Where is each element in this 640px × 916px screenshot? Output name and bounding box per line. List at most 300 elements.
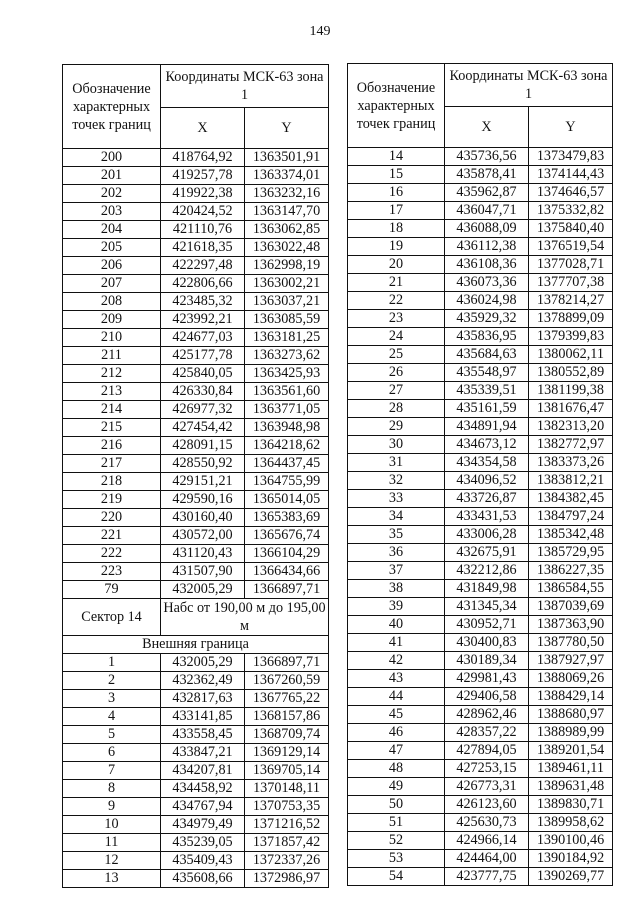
table-row bbox=[63, 834, 329, 852]
y-coordinate: 1389461,11 bbox=[529, 760, 613, 778]
table-row bbox=[348, 310, 613, 328]
sector-block bbox=[63, 599, 329, 654]
table-row bbox=[348, 256, 613, 274]
y-coordinate: 1365676,74 bbox=[245, 527, 329, 545]
y-coordinate: 1388989,99 bbox=[529, 724, 613, 742]
header-coordinates-title: Координаты МСК-63 зона 1 bbox=[161, 65, 329, 108]
y-coordinate: 1390269,77 bbox=[529, 868, 613, 886]
point-number: 1 bbox=[63, 654, 161, 672]
y-coordinate: 1383812,21 bbox=[529, 472, 613, 490]
table-row bbox=[63, 708, 329, 726]
table-row bbox=[348, 616, 613, 634]
table-row bbox=[63, 329, 329, 347]
y-coordinate: 1385729,95 bbox=[529, 544, 613, 562]
x-coordinate: 434673,12 bbox=[445, 436, 529, 454]
y-coordinate: 1369129,14 bbox=[245, 744, 329, 762]
point-number: 79 bbox=[63, 581, 161, 599]
table-row bbox=[348, 292, 613, 310]
x-coordinate: 432675,91 bbox=[445, 544, 529, 562]
x-coordinate: 426330,84 bbox=[161, 383, 245, 401]
x-coordinate: 435736,56 bbox=[445, 148, 529, 166]
y-coordinate: 1366434,66 bbox=[245, 563, 329, 581]
y-coordinate: 1363425,93 bbox=[245, 365, 329, 383]
table-row bbox=[348, 706, 613, 724]
table-row bbox=[63, 798, 329, 816]
point-number: 25 bbox=[348, 346, 445, 364]
point-number: 40 bbox=[348, 616, 445, 634]
point-number: 213 bbox=[63, 383, 161, 401]
y-coordinate: 1363022,48 bbox=[245, 239, 329, 257]
x-coordinate: 424677,03 bbox=[161, 329, 245, 347]
x-coordinate: 425840,05 bbox=[161, 365, 245, 383]
point-number: 39 bbox=[348, 598, 445, 616]
point-number: 12 bbox=[63, 852, 161, 870]
table-row bbox=[348, 634, 613, 652]
table-row bbox=[348, 328, 613, 346]
x-coordinate: 420424,52 bbox=[161, 203, 245, 221]
point-number: 15 bbox=[348, 166, 445, 184]
point-number: 219 bbox=[63, 491, 161, 509]
table-row bbox=[348, 760, 613, 778]
point-number: 13 bbox=[63, 870, 161, 888]
x-coordinate: 435608,66 bbox=[161, 870, 245, 888]
y-coordinate: 1373479,83 bbox=[529, 148, 613, 166]
x-coordinate: 418764,92 bbox=[161, 149, 245, 167]
table-row bbox=[63, 419, 329, 437]
y-coordinate: 1389958,62 bbox=[529, 814, 613, 832]
table-row bbox=[348, 526, 613, 544]
table-row bbox=[348, 202, 613, 220]
table-row bbox=[348, 832, 613, 850]
x-coordinate: 425177,78 bbox=[161, 347, 245, 365]
point-number: 32 bbox=[348, 472, 445, 490]
x-coordinate: 436112,38 bbox=[445, 238, 529, 256]
point-number: 222 bbox=[63, 545, 161, 563]
y-coordinate: 1374646,57 bbox=[529, 184, 613, 202]
table-row bbox=[348, 472, 613, 490]
point-number: 17 bbox=[348, 202, 445, 220]
y-coordinate: 1389830,71 bbox=[529, 796, 613, 814]
x-coordinate: 429590,16 bbox=[161, 491, 245, 509]
table-row bbox=[63, 780, 329, 798]
x-coordinate: 432005,29 bbox=[161, 654, 245, 672]
x-coordinate: 430189,34 bbox=[445, 652, 529, 670]
table-row bbox=[63, 437, 329, 455]
point-number: 205 bbox=[63, 239, 161, 257]
table-row bbox=[63, 545, 329, 563]
x-coordinate: 436073,36 bbox=[445, 274, 529, 292]
point-number: 2 bbox=[63, 672, 161, 690]
header-y: Y bbox=[529, 107, 613, 148]
y-coordinate: 1363147,70 bbox=[245, 203, 329, 221]
x-coordinate: 431849,98 bbox=[445, 580, 529, 598]
x-coordinate: 431345,34 bbox=[445, 598, 529, 616]
point-number: 43 bbox=[348, 670, 445, 688]
point-number: 203 bbox=[63, 203, 161, 221]
point-number: 52 bbox=[348, 832, 445, 850]
point-number: 5 bbox=[63, 726, 161, 744]
x-coordinate: 429981,43 bbox=[445, 670, 529, 688]
point-number: 207 bbox=[63, 275, 161, 293]
y-coordinate: 1363181,25 bbox=[245, 329, 329, 347]
x-coordinate: 428550,92 bbox=[161, 455, 245, 473]
table-row bbox=[348, 346, 613, 364]
sector-height-note: Набс от 190,00 м до 195,00 м bbox=[161, 599, 329, 636]
point-number: 45 bbox=[348, 706, 445, 724]
point-number: 44 bbox=[348, 688, 445, 706]
point-number: 8 bbox=[63, 780, 161, 798]
table-row bbox=[63, 870, 329, 888]
header-x: X bbox=[161, 108, 245, 149]
x-coordinate: 434354,58 bbox=[445, 454, 529, 472]
y-coordinate: 1367765,22 bbox=[245, 690, 329, 708]
point-number: 38 bbox=[348, 580, 445, 598]
right-table-body bbox=[348, 148, 613, 886]
x-coordinate: 430952,71 bbox=[445, 616, 529, 634]
table-row bbox=[348, 418, 613, 436]
point-number: 47 bbox=[348, 742, 445, 760]
point-number: 26 bbox=[348, 364, 445, 382]
y-coordinate: 1366897,71 bbox=[245, 654, 329, 672]
y-coordinate: 1371216,52 bbox=[245, 816, 329, 834]
y-coordinate: 1365014,05 bbox=[245, 491, 329, 509]
point-number: 27 bbox=[348, 382, 445, 400]
point-number: 29 bbox=[348, 418, 445, 436]
x-coordinate: 428091,15 bbox=[161, 437, 245, 455]
table-row bbox=[348, 364, 613, 382]
x-coordinate: 432212,86 bbox=[445, 562, 529, 580]
x-coordinate: 432817,63 bbox=[161, 690, 245, 708]
x-coordinate: 434979,49 bbox=[161, 816, 245, 834]
x-coordinate: 426123,60 bbox=[445, 796, 529, 814]
x-coordinate: 433006,28 bbox=[445, 526, 529, 544]
table-row bbox=[63, 563, 329, 581]
y-coordinate: 1363273,62 bbox=[245, 347, 329, 365]
header-coordinates-title: Координаты МСК-63 зона 1 bbox=[445, 64, 613, 107]
y-coordinate: 1375840,40 bbox=[529, 220, 613, 238]
table-row bbox=[348, 850, 613, 868]
x-coordinate: 427894,05 bbox=[445, 742, 529, 760]
x-coordinate: 428357,22 bbox=[445, 724, 529, 742]
table-row bbox=[348, 454, 613, 472]
left-table-body-a bbox=[63, 149, 329, 599]
table-row bbox=[348, 670, 613, 688]
point-number: 34 bbox=[348, 508, 445, 526]
point-number: 202 bbox=[63, 185, 161, 203]
table-row bbox=[348, 778, 613, 796]
point-number: 35 bbox=[348, 526, 445, 544]
y-coordinate: 1390184,92 bbox=[529, 850, 613, 868]
y-coordinate: 1387039,69 bbox=[529, 598, 613, 616]
x-coordinate: 435836,95 bbox=[445, 328, 529, 346]
y-coordinate: 1380062,11 bbox=[529, 346, 613, 364]
x-coordinate: 432362,49 bbox=[161, 672, 245, 690]
point-number: 223 bbox=[63, 563, 161, 581]
y-coordinate: 1363501,91 bbox=[245, 149, 329, 167]
point-number: 20 bbox=[348, 256, 445, 274]
y-coordinate: 1378899,09 bbox=[529, 310, 613, 328]
y-coordinate: 1368157,86 bbox=[245, 708, 329, 726]
table-row bbox=[63, 203, 329, 221]
x-coordinate: 435161,59 bbox=[445, 400, 529, 418]
table-row bbox=[63, 527, 329, 545]
x-coordinate: 426773,31 bbox=[445, 778, 529, 796]
point-number: 53 bbox=[348, 850, 445, 868]
y-coordinate: 1376519,54 bbox=[529, 238, 613, 256]
table-row bbox=[348, 688, 613, 706]
x-coordinate: 436108,36 bbox=[445, 256, 529, 274]
x-coordinate: 428962,46 bbox=[445, 706, 529, 724]
table-row bbox=[63, 365, 329, 383]
table-row bbox=[63, 726, 329, 744]
point-number: 221 bbox=[63, 527, 161, 545]
x-coordinate: 433431,53 bbox=[445, 508, 529, 526]
x-coordinate: 426977,32 bbox=[161, 401, 245, 419]
x-coordinate: 423992,21 bbox=[161, 311, 245, 329]
x-coordinate: 432005,29 bbox=[161, 581, 245, 599]
table-row bbox=[63, 185, 329, 203]
point-number: 218 bbox=[63, 473, 161, 491]
y-coordinate: 1386584,55 bbox=[529, 580, 613, 598]
point-number: 24 bbox=[348, 328, 445, 346]
x-coordinate: 429406,58 bbox=[445, 688, 529, 706]
table-row bbox=[348, 652, 613, 670]
point-number: 33 bbox=[348, 490, 445, 508]
y-coordinate: 1388429,14 bbox=[529, 688, 613, 706]
x-coordinate: 436024,98 bbox=[445, 292, 529, 310]
point-number: 204 bbox=[63, 221, 161, 239]
y-coordinate: 1388680,97 bbox=[529, 706, 613, 724]
x-coordinate: 434096,52 bbox=[445, 472, 529, 490]
x-coordinate: 433558,45 bbox=[161, 726, 245, 744]
point-number: 216 bbox=[63, 437, 161, 455]
table-row bbox=[63, 672, 329, 690]
header-point-label: Обозначение характерных точек границ bbox=[348, 64, 445, 148]
x-coordinate: 422297,48 bbox=[161, 257, 245, 275]
table-row bbox=[63, 275, 329, 293]
x-coordinate: 435339,51 bbox=[445, 382, 529, 400]
y-coordinate: 1362998,19 bbox=[245, 257, 329, 275]
y-coordinate: 1386227,35 bbox=[529, 562, 613, 580]
sector-label: Сектор 14 bbox=[63, 599, 161, 636]
y-coordinate: 1363002,21 bbox=[245, 275, 329, 293]
y-coordinate: 1377028,71 bbox=[529, 256, 613, 274]
point-number: 206 bbox=[63, 257, 161, 275]
x-coordinate: 423485,32 bbox=[161, 293, 245, 311]
point-number: 200 bbox=[63, 149, 161, 167]
table-row bbox=[348, 436, 613, 454]
x-coordinate: 431120,43 bbox=[161, 545, 245, 563]
table-row bbox=[348, 400, 613, 418]
table-row bbox=[63, 383, 329, 401]
table-row bbox=[348, 490, 613, 508]
x-coordinate: 424464,00 bbox=[445, 850, 529, 868]
y-coordinate: 1368709,74 bbox=[245, 726, 329, 744]
y-coordinate: 1363771,05 bbox=[245, 401, 329, 419]
header-y: Y bbox=[245, 108, 329, 149]
y-coordinate: 1364437,45 bbox=[245, 455, 329, 473]
point-number: 49 bbox=[348, 778, 445, 796]
y-coordinate: 1387363,90 bbox=[529, 616, 613, 634]
point-number: 46 bbox=[348, 724, 445, 742]
x-coordinate: 419257,78 bbox=[161, 167, 245, 185]
y-coordinate: 1383373,26 bbox=[529, 454, 613, 472]
y-coordinate: 1364755,99 bbox=[245, 473, 329, 491]
y-coordinate: 1374144,43 bbox=[529, 166, 613, 184]
y-coordinate: 1363948,98 bbox=[245, 419, 329, 437]
point-number: 18 bbox=[348, 220, 445, 238]
table-row bbox=[348, 238, 613, 256]
table-row bbox=[63, 744, 329, 762]
table-row bbox=[63, 455, 329, 473]
point-number: 212 bbox=[63, 365, 161, 383]
point-number: 201 bbox=[63, 167, 161, 185]
table-row bbox=[63, 509, 329, 527]
table-row bbox=[63, 311, 329, 329]
coordinates-table-left bbox=[62, 64, 329, 888]
x-coordinate: 424966,14 bbox=[445, 832, 529, 850]
y-coordinate: 1363561,60 bbox=[245, 383, 329, 401]
x-coordinate: 436088,09 bbox=[445, 220, 529, 238]
outer-boundary-label: Внешняя граница bbox=[63, 636, 329, 654]
point-number: 11 bbox=[63, 834, 161, 852]
point-number: 23 bbox=[348, 310, 445, 328]
point-number: 22 bbox=[348, 292, 445, 310]
x-coordinate: 433726,87 bbox=[445, 490, 529, 508]
x-coordinate: 430572,00 bbox=[161, 527, 245, 545]
x-coordinate: 430400,83 bbox=[445, 634, 529, 652]
table-row bbox=[348, 184, 613, 202]
y-coordinate: 1379399,83 bbox=[529, 328, 613, 346]
table-row bbox=[348, 148, 613, 166]
y-coordinate: 1363085,59 bbox=[245, 311, 329, 329]
y-coordinate: 1363374,01 bbox=[245, 167, 329, 185]
point-number: 41 bbox=[348, 634, 445, 652]
y-coordinate: 1367260,59 bbox=[245, 672, 329, 690]
table-row bbox=[348, 598, 613, 616]
y-coordinate: 1363232,16 bbox=[245, 185, 329, 203]
table-row bbox=[348, 508, 613, 526]
x-coordinate: 434891,94 bbox=[445, 418, 529, 436]
table-row bbox=[348, 868, 613, 886]
y-coordinate: 1369705,14 bbox=[245, 762, 329, 780]
point-number: 6 bbox=[63, 744, 161, 762]
y-coordinate: 1375332,82 bbox=[529, 202, 613, 220]
x-coordinate: 435878,41 bbox=[445, 166, 529, 184]
point-number: 54 bbox=[348, 868, 445, 886]
table-row bbox=[63, 347, 329, 365]
header-x: X bbox=[445, 107, 529, 148]
y-coordinate: 1387780,50 bbox=[529, 634, 613, 652]
x-coordinate: 425630,73 bbox=[445, 814, 529, 832]
x-coordinate: 436047,71 bbox=[445, 202, 529, 220]
y-coordinate: 1382772,97 bbox=[529, 436, 613, 454]
y-coordinate: 1363037,21 bbox=[245, 293, 329, 311]
x-coordinate: 421618,35 bbox=[161, 239, 245, 257]
point-number: 7 bbox=[63, 762, 161, 780]
table-row bbox=[63, 581, 329, 599]
y-coordinate: 1378214,27 bbox=[529, 292, 613, 310]
table-row bbox=[348, 562, 613, 580]
point-number: 217 bbox=[63, 455, 161, 473]
x-coordinate: 427253,15 bbox=[445, 760, 529, 778]
y-coordinate: 1385342,48 bbox=[529, 526, 613, 544]
point-number: 214 bbox=[63, 401, 161, 419]
x-coordinate: 431507,90 bbox=[161, 563, 245, 581]
point-number: 37 bbox=[348, 562, 445, 580]
x-coordinate: 434207,81 bbox=[161, 762, 245, 780]
y-coordinate: 1384382,45 bbox=[529, 490, 613, 508]
table-row bbox=[348, 742, 613, 760]
table-row bbox=[63, 816, 329, 834]
x-coordinate: 422806,66 bbox=[161, 275, 245, 293]
table-row bbox=[63, 293, 329, 311]
x-coordinate: 433141,85 bbox=[161, 708, 245, 726]
table-row bbox=[63, 473, 329, 491]
point-number: 16 bbox=[348, 184, 445, 202]
y-coordinate: 1364218,62 bbox=[245, 437, 329, 455]
y-coordinate: 1372337,26 bbox=[245, 852, 329, 870]
table-row bbox=[348, 166, 613, 184]
y-coordinate: 1384797,24 bbox=[529, 508, 613, 526]
x-coordinate: 434767,94 bbox=[161, 798, 245, 816]
y-coordinate: 1389631,48 bbox=[529, 778, 613, 796]
table-row bbox=[63, 221, 329, 239]
table-row bbox=[63, 167, 329, 185]
y-coordinate: 1380552,89 bbox=[529, 364, 613, 382]
x-coordinate: 430160,40 bbox=[161, 509, 245, 527]
point-number: 42 bbox=[348, 652, 445, 670]
point-number: 36 bbox=[348, 544, 445, 562]
point-number: 31 bbox=[348, 454, 445, 472]
x-coordinate: 423777,75 bbox=[445, 868, 529, 886]
point-number: 220 bbox=[63, 509, 161, 527]
x-coordinate: 435962,87 bbox=[445, 184, 529, 202]
x-coordinate: 435684,63 bbox=[445, 346, 529, 364]
point-number: 9 bbox=[63, 798, 161, 816]
point-number: 30 bbox=[348, 436, 445, 454]
y-coordinate: 1370753,35 bbox=[245, 798, 329, 816]
y-coordinate: 1370148,11 bbox=[245, 780, 329, 798]
table-row bbox=[63, 852, 329, 870]
y-coordinate: 1388069,26 bbox=[529, 670, 613, 688]
table-row bbox=[348, 580, 613, 598]
table-row bbox=[63, 257, 329, 275]
x-coordinate: 427454,42 bbox=[161, 419, 245, 437]
point-number: 208 bbox=[63, 293, 161, 311]
y-coordinate: 1390100,46 bbox=[529, 832, 613, 850]
table-row bbox=[63, 239, 329, 257]
x-coordinate: 435409,43 bbox=[161, 852, 245, 870]
y-coordinate: 1365383,69 bbox=[245, 509, 329, 527]
table-row bbox=[63, 149, 329, 167]
point-number: 210 bbox=[63, 329, 161, 347]
point-number: 3 bbox=[63, 690, 161, 708]
table-row bbox=[348, 274, 613, 292]
x-coordinate: 421110,76 bbox=[161, 221, 245, 239]
y-coordinate: 1363062,85 bbox=[245, 221, 329, 239]
table-row bbox=[348, 814, 613, 832]
x-coordinate: 429151,21 bbox=[161, 473, 245, 491]
point-number: 215 bbox=[63, 419, 161, 437]
point-number: 10 bbox=[63, 816, 161, 834]
table-row bbox=[348, 796, 613, 814]
y-coordinate: 1377707,38 bbox=[529, 274, 613, 292]
y-coordinate: 1366104,29 bbox=[245, 545, 329, 563]
y-coordinate: 1372986,97 bbox=[245, 870, 329, 888]
coordinates-table-right bbox=[347, 63, 613, 886]
y-coordinate: 1389201,54 bbox=[529, 742, 613, 760]
